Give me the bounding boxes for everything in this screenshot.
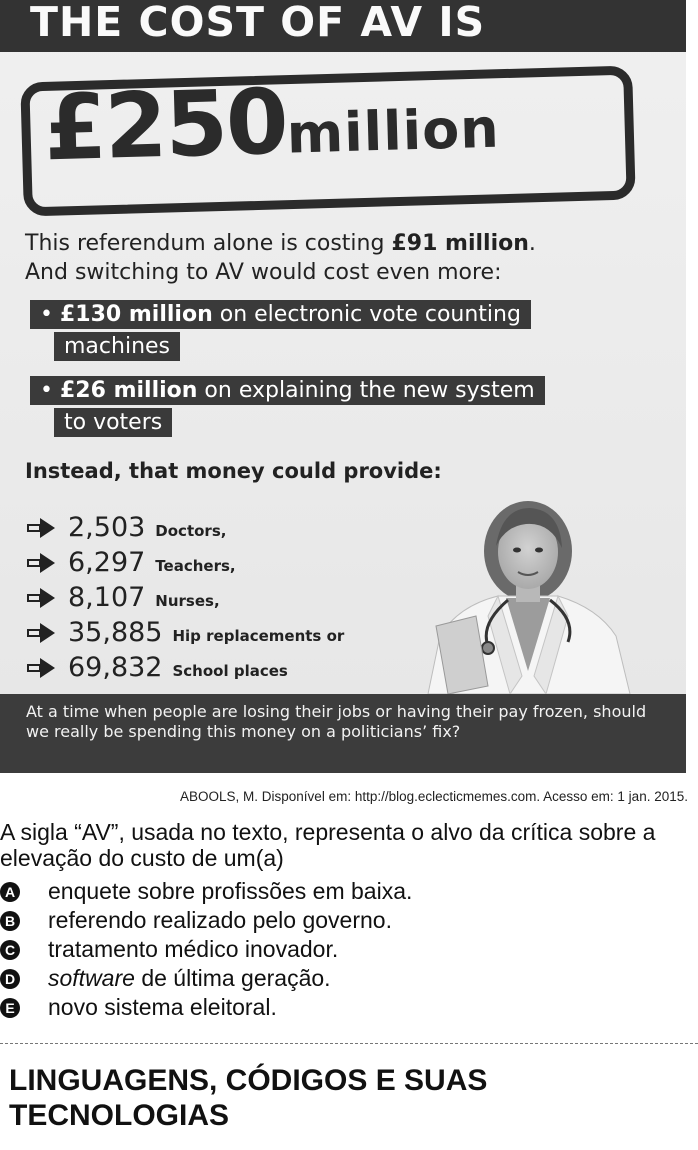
answer-option-e[interactable] [0,993,412,1022]
option-text: novo sistema eleitoral. [48,994,277,1020]
poster-headline: THE COST OF AV IS [30,0,486,46]
arrow-right-icon [26,587,56,609]
footer-text: At a time when people are losing their jobs or having their pay frozen, should we really be spending this money on a politicians’ fix? [26,702,647,741]
lead-text-2: And switching to AV would cost even more: [25,260,502,285]
option-text [48,965,331,992]
option-letter-badge: A [0,882,20,902]
bullet-text-cont: machines [54,332,180,361]
stat-number: 35,885 [68,617,163,648]
option-letter-badge: D [0,969,20,989]
stat-number: 8,107 [68,582,146,613]
stamp-amount-unit: million [285,96,501,166]
option-text: referendo realizado pelo governo. [48,907,392,933]
option-letter-badge: C [0,940,20,960]
option-letter-badge: B [0,911,20,931]
stat-label: Teachers, [155,556,236,575]
bullet-bold-amount: £26 million [59,378,198,403]
stat-label: Hip replacements or [172,626,345,645]
bullet-text-cont: to voters [54,408,172,437]
bullet-bold-amount: £130 million [59,302,213,327]
cost-bullet: • £26 million on explaining the new system to voters [30,376,545,438]
option-text-rest: de última geração. [134,965,331,991]
answer-option-a[interactable] [0,877,412,906]
arrow-right-icon [26,622,56,644]
list-item [26,615,446,650]
section-title: LINGUAGENS, CÓDIGOS E SUAS TECNOLOGIAS [9,1064,488,1132]
bullet-text: on electronic vote counting [212,302,521,327]
instead-heading: Instead, that money could provide: [25,459,442,483]
stat-label: Nurses, [155,591,220,610]
lead-text-1: This referendum alone is costing [25,231,392,256]
list-item [26,580,446,615]
stat-number: 6,297 [68,547,146,578]
stat-number: 69,832 [68,652,163,683]
answer-option-b[interactable] [0,906,412,935]
answer-option-d[interactable] [0,964,412,993]
lead-period: . [528,231,536,256]
option-text: tratamento médico inovador. [48,936,339,962]
option-text: enquete sobre profissões em baixa. [48,878,413,904]
lead-paragraph [25,229,675,287]
footer-band [0,694,686,773]
answer-option-c[interactable] [0,935,412,964]
question-text: A sigla “AV”, usada no texto, representa o alvo da crítica sobre a elevação do custo de um(a) [0,819,656,871]
lead-bold-amount: £91 million [391,231,529,256]
option-text-italic: software [48,965,135,991]
stamp-amount-value: £250 [42,69,288,182]
headline-band [0,0,686,52]
list-item [26,545,446,580]
stat-label: Doctors, [155,521,227,540]
source-citation: ABOOLS, M. Disponível em: http://blog.eclecticmemes.com. Acesso em: 1 jan. 2015. [180,789,688,804]
arrow-right-icon [26,517,56,539]
cost-bullet: • £130 million on electronic vote counting machines [30,300,531,362]
list-item [26,510,446,545]
answer-options [0,877,412,1022]
stat-number: 2,503 [68,512,146,543]
section-divider [0,1043,698,1044]
alternative-spending-list [26,510,446,685]
stamp-amount [43,64,501,182]
bullet-text: on explaining the new system [197,378,535,403]
arrow-right-icon [26,552,56,574]
arrow-right-icon [26,657,56,679]
option-letter-badge: E [0,998,20,1018]
list-item [26,650,446,685]
stat-label: School places [172,661,288,680]
doctor-photo [418,496,633,694]
